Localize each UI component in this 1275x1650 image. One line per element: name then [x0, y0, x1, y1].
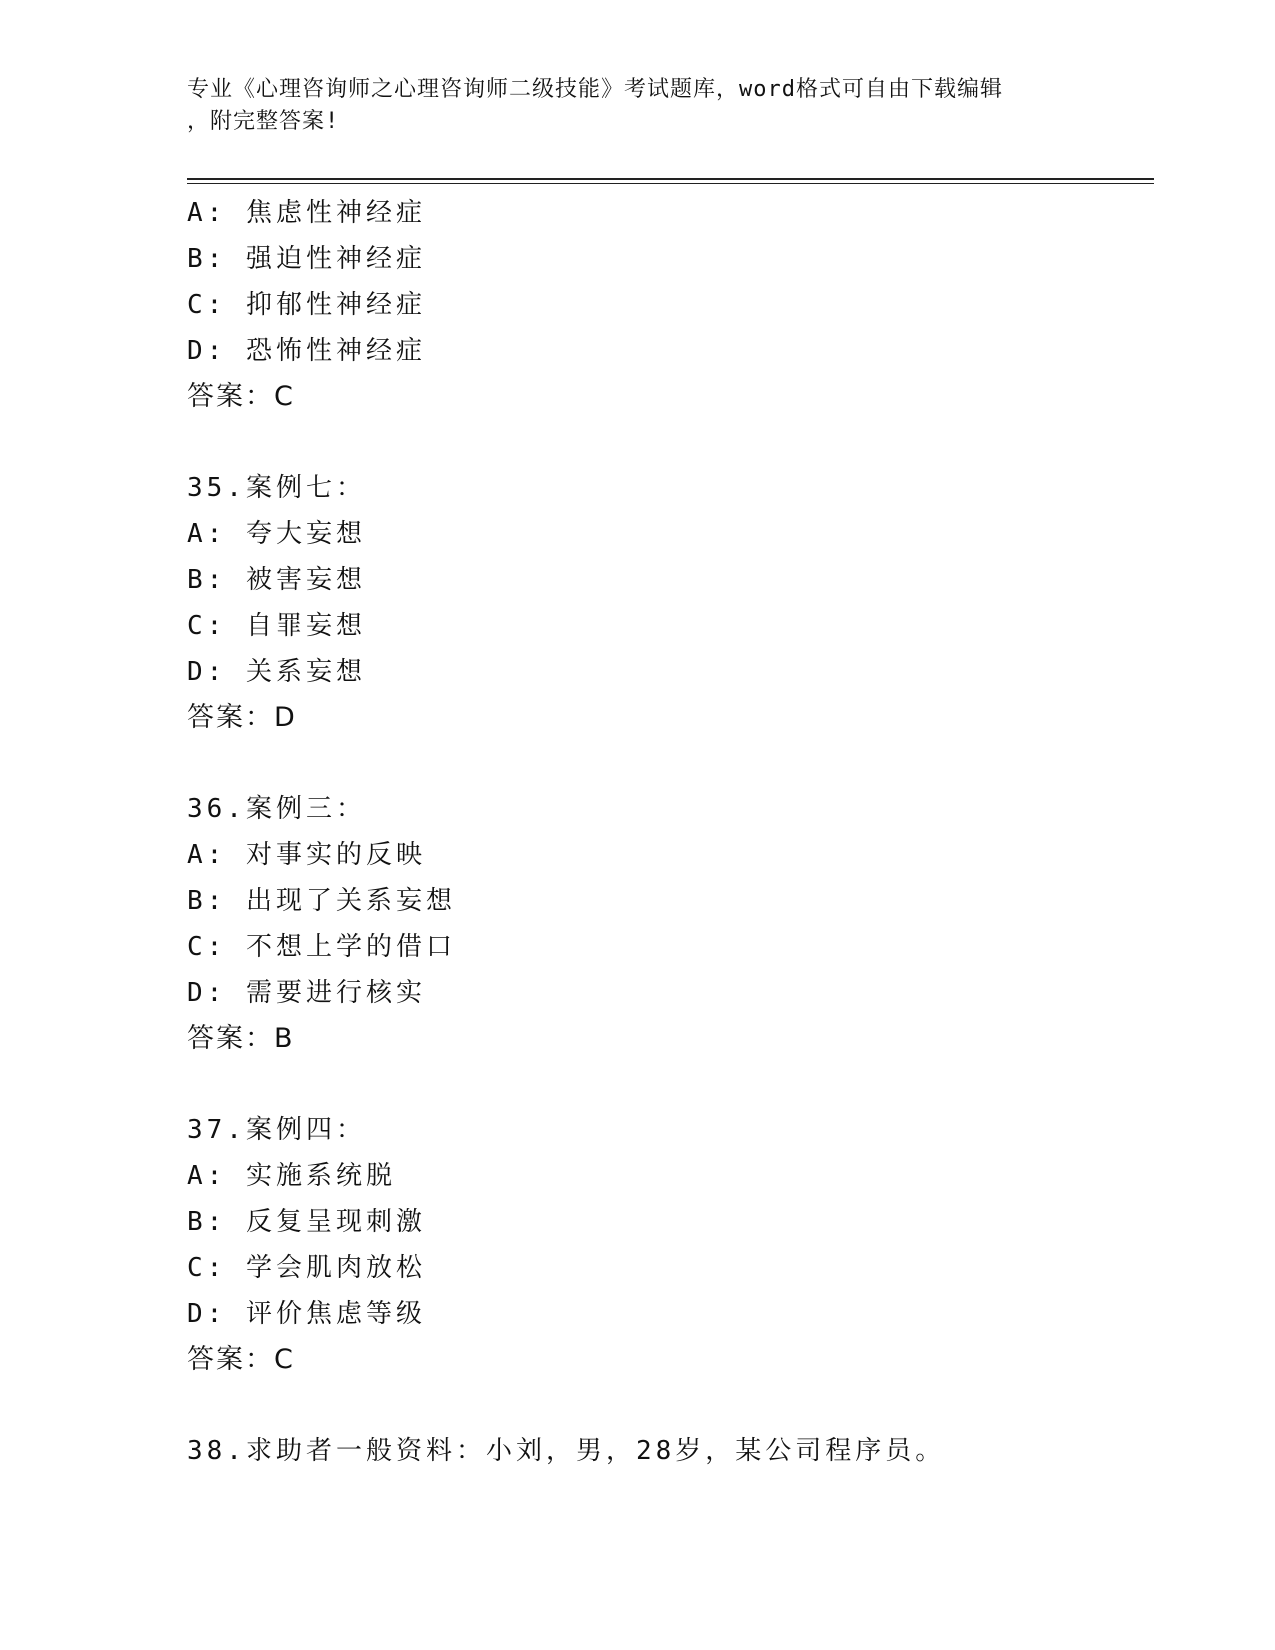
answer: 答案：C — [187, 381, 295, 412]
option-d: D: 恐怖性神经症 — [187, 336, 426, 366]
option-a: A: 实施系统脱 — [187, 1161, 396, 1191]
answer: 答案：B — [187, 1023, 295, 1054]
option-d: D: 关系妄想 — [187, 657, 366, 687]
option-c: C: 抑郁性神经症 — [187, 290, 426, 320]
question-title: 36.案例三： — [187, 794, 366, 824]
header-divider-thin — [187, 183, 1154, 184]
question-title: 35.案例七： — [187, 473, 366, 503]
option-b: B: 被害妄想 — [187, 565, 366, 595]
spacer — [187, 1383, 1147, 1428]
option-b: B: 强迫性神经症 — [187, 244, 426, 274]
question-34 — [187, 190, 1147, 420]
document-header — [187, 74, 1087, 138]
option-a: A: 焦虑性神经症 — [187, 198, 426, 228]
option-b: B: 反复呈现刺激 — [187, 1207, 426, 1237]
header-title-line-1: 专业《心理咨询师之心理咨询师二级技能》考试题库，word格式可自由下载编辑 — [187, 77, 1003, 102]
option-d: D: 需要进行核实 — [187, 978, 426, 1008]
answer: 答案：C — [187, 1344, 295, 1375]
option-d: D: 评价焦虑等级 — [187, 1299, 426, 1329]
spacer — [187, 420, 1147, 465]
option-c: C: 学会肌肉放松 — [187, 1253, 426, 1283]
option-b: B: 出现了关系妄想 — [187, 886, 456, 916]
question-35 — [187, 465, 1147, 741]
spacer — [187, 1062, 1147, 1107]
answer: 答案：D — [187, 702, 297, 733]
spacer — [187, 741, 1147, 786]
option-a: A: 夸大妄想 — [187, 519, 366, 549]
question-list — [187, 190, 1147, 1474]
option-a: A: 对事实的反映 — [187, 840, 426, 870]
question-title: 38.求助者一般资料：小刘，男，28岁，某公司程序员。 — [187, 1436, 946, 1466]
question-36 — [187, 786, 1147, 1062]
option-c: C: 自罪妄想 — [187, 611, 366, 641]
header-divider-thick — [187, 178, 1154, 180]
option-c: C: 不想上学的借口 — [187, 932, 456, 962]
header-title-line-2: ，附完整答案! — [187, 109, 340, 134]
question-38 — [187, 1428, 1147, 1474]
question-title: 37.案例四： — [187, 1115, 366, 1145]
question-37 — [187, 1107, 1147, 1383]
